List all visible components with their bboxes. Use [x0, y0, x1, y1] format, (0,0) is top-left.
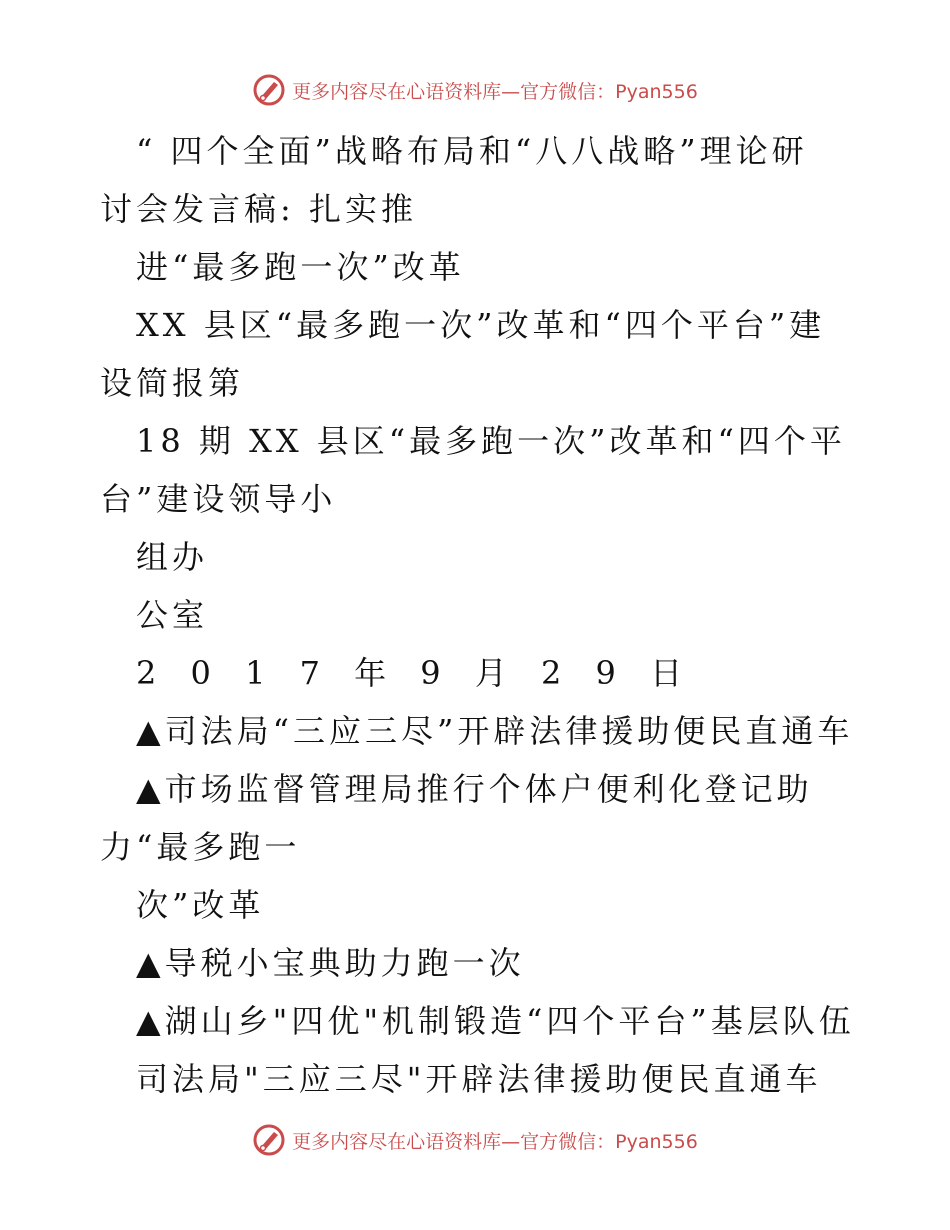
text-line: 进“最多跑一次”改革: [136, 248, 465, 286]
text-line: ▲司法局“三应三尽”开辟法律援助便民直通车: [136, 712, 854, 750]
text-line: XX 县区“最多跑一次”改革和“四个平台”建: [136, 306, 826, 344]
footer-banner: [0, 1120, 950, 1160]
text-line: 设简报第: [100, 364, 245, 402]
text-line: 次”改革: [136, 886, 265, 924]
text-line: 18 期 XX 县区“最多跑一次”改革和“四个平: [136, 422, 846, 460]
text-line: 司法局"三应三尽"开辟法律援助便民直通车: [136, 1060, 822, 1098]
document-body: [100, 122, 860, 1108]
pen-seal-logo-icon: [252, 73, 286, 107]
text-line: 组办: [136, 538, 209, 576]
text-line: ▲导税小宝典助力跑一次: [136, 944, 525, 982]
text-line: ▲市场监督管理局推行个体户便利化登记助: [136, 770, 813, 808]
pen-seal-logo-icon: [252, 1123, 286, 1157]
text-line: “ 四个全面”战略布局和“八八战略”理论研: [136, 132, 808, 170]
date-line: 2 0 1 7 年 9 月 2 9 日: [136, 654, 695, 692]
text-line: ▲湖山乡"四优"机制锻造“四个平台”基层队伍: [136, 1002, 855, 1040]
text-line: 公室: [136, 596, 209, 634]
banner-text: 更多内容尽在心语资料库—官方微信：Pyan556: [292, 1130, 698, 1153]
header-banner: [0, 70, 950, 110]
text-line: 力“最多跑一: [100, 828, 301, 866]
text-line: 讨会发言稿: 扎实推: [100, 190, 417, 228]
text-line: 台”建设领导小: [100, 480, 337, 518]
banner-text: 更多内容尽在心语资料库—官方微信：Pyan556: [292, 80, 698, 103]
